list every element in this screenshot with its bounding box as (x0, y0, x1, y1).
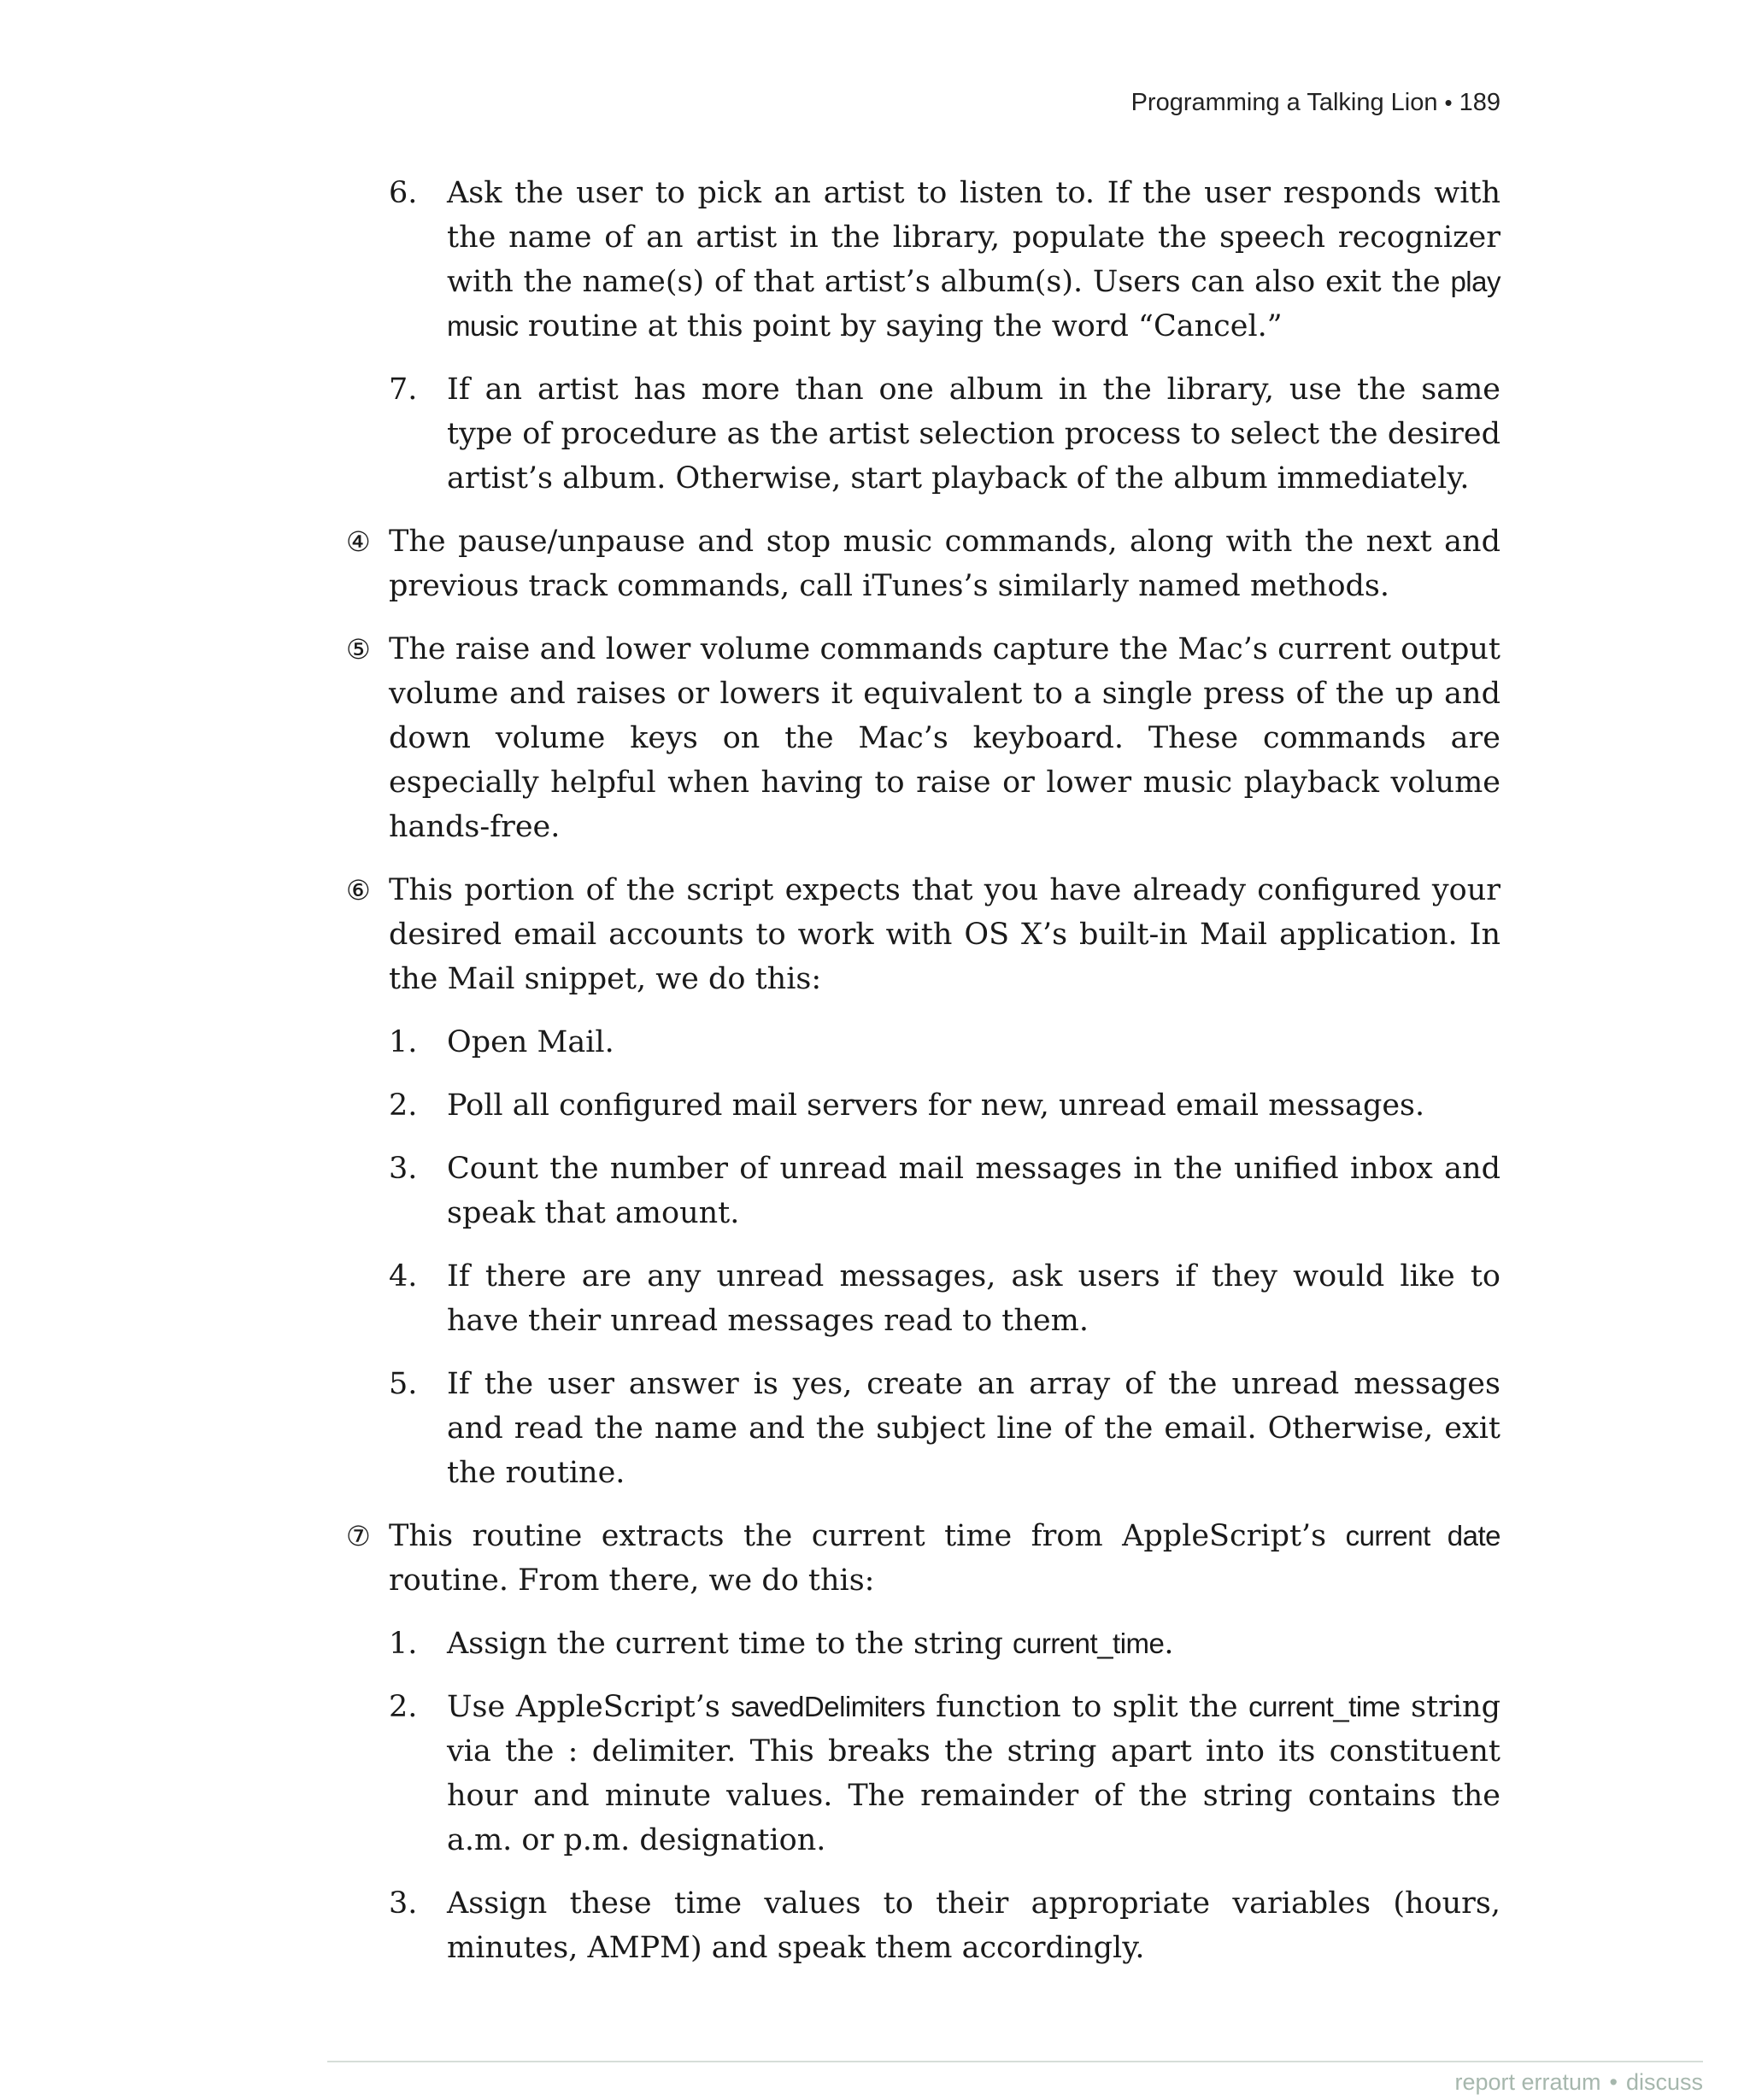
step-number: 7. (389, 372, 418, 407)
numbered-step (389, 1362, 1500, 1495)
callout-number: ⑤ (346, 633, 371, 666)
callout-number: ④ (346, 525, 371, 558)
step-number: 3. (389, 1886, 418, 1921)
callout-number: ⑥ (346, 874, 371, 906)
inline-code: play music (447, 266, 1500, 342)
inline-code: savedDelimiters (731, 1691, 925, 1722)
callout-paragraph (346, 627, 1500, 849)
numbered-step (389, 1622, 1500, 1666)
step-number: 5. (389, 1367, 418, 1401)
paragraph-text: . (1164, 1627, 1174, 1661)
step-number: 4. (389, 1259, 418, 1293)
paragraph-text: Count the number of unread mail messages in the unified inbox and speak that amount. (447, 1152, 1500, 1230)
callout-paragraph (346, 1514, 1500, 1603)
inline-code: current_time (1012, 1628, 1165, 1659)
numbered-step (389, 1020, 1500, 1065)
callout-number: ⑦ (346, 1520, 371, 1552)
discuss-link[interactable]: discuss (1625, 2069, 1703, 2095)
paragraph-text: If there are any unread messages, ask users if they would like to have their unread messages read to them. (447, 1259, 1500, 1338)
paragraph-text: Assign these time values to their appropriate variables (hours, minutes, AMPM) and speak them accordingly. (447, 1886, 1500, 1965)
page-number: 189 (1459, 89, 1500, 116)
report-erratum-link[interactable]: report erratum (1454, 2069, 1601, 2095)
numbered-step (389, 171, 1500, 349)
paragraph-text: Ask the user to pick an artist to listen to. If the user responds with the name of an artist in the library, populate the speech recognizer with the name(s) of that artist’s album(s). Users can also exit the (447, 176, 1500, 299)
step-number: 3. (389, 1152, 418, 1186)
paragraph-text: The pause/unpause and stop music commands, along with the next and previous track commands, call iTunes’s similarly named methods. (389, 525, 1500, 603)
header-separator: • (1444, 90, 1453, 115)
inline-code: current date (1345, 1520, 1500, 1552)
paragraph-text: string via the : delimiter. This breaks the string apart into its constituent hour and minute values. The remainder of the string contains the a.m. or p.m. designation. (447, 1690, 1500, 1857)
inline-code: current_time (1248, 1691, 1401, 1722)
footer-divider (327, 2061, 1703, 2062)
page-body (0, 171, 1750, 1989)
paragraph-text: If the user answer is yes, create an array of the unread messages and read the name and the subject line of the email. Otherwise, exit the routine. (447, 1367, 1500, 1490)
numbered-step (389, 1083, 1500, 1128)
paragraph-text: function to split the (925, 1690, 1249, 1724)
paragraph-text: routine at this point by saying the word “Cancel.” (518, 309, 1283, 343)
numbered-step (389, 1147, 1500, 1235)
paragraph-text: The raise and lower volume commands capture the Mac’s current output volume and raises or lowers it equivalent to a single press of the up and down volume keys on the Mac’s keyboard. These commands are especially helpful when having to raise or lower music playback volume hands-free. (389, 632, 1500, 844)
step-number: 2. (389, 1088, 418, 1123)
paragraph-text: Assign the current time to the string (447, 1627, 1013, 1661)
numbered-step (389, 1881, 1500, 1970)
callout-paragraph (346, 868, 1500, 1001)
callout-paragraph (346, 519, 1500, 608)
paragraph-text: If an artist has more than one album in the library, use the same type of procedure as the artist selection process to select the desired artist’s album. Otherwise, start playback of the album immediately. (447, 372, 1500, 496)
step-number: 2. (389, 1690, 418, 1724)
chapter-title: Programming a Talking Lion (1130, 89, 1438, 116)
numbered-step (389, 1685, 1500, 1862)
step-number: 1. (389, 1025, 418, 1059)
numbered-step (389, 367, 1500, 501)
paragraph-text: routine. From there, we do this: (389, 1563, 875, 1598)
footer (1454, 2069, 1703, 2096)
paragraph-text: Poll all configured mail servers for new, unread email messages. (447, 1088, 1425, 1123)
running-head (1131, 89, 1500, 117)
step-number: 6. (389, 176, 418, 210)
step-number: 1. (389, 1627, 418, 1661)
paragraph-text: Open Mail. (447, 1025, 614, 1059)
paragraph-text: This routine extracts the current time from AppleScript’s (389, 1519, 1346, 1553)
footer-separator: • (1609, 2069, 1618, 2095)
paragraph-text: Use AppleScript’s (447, 1690, 731, 1724)
numbered-step (389, 1254, 1500, 1343)
paragraph-text: This portion of the script expects that you have already configured your desired email accounts to work with OS X’s built-in Mail application. In the Mail snippet, we do this: (389, 873, 1500, 996)
